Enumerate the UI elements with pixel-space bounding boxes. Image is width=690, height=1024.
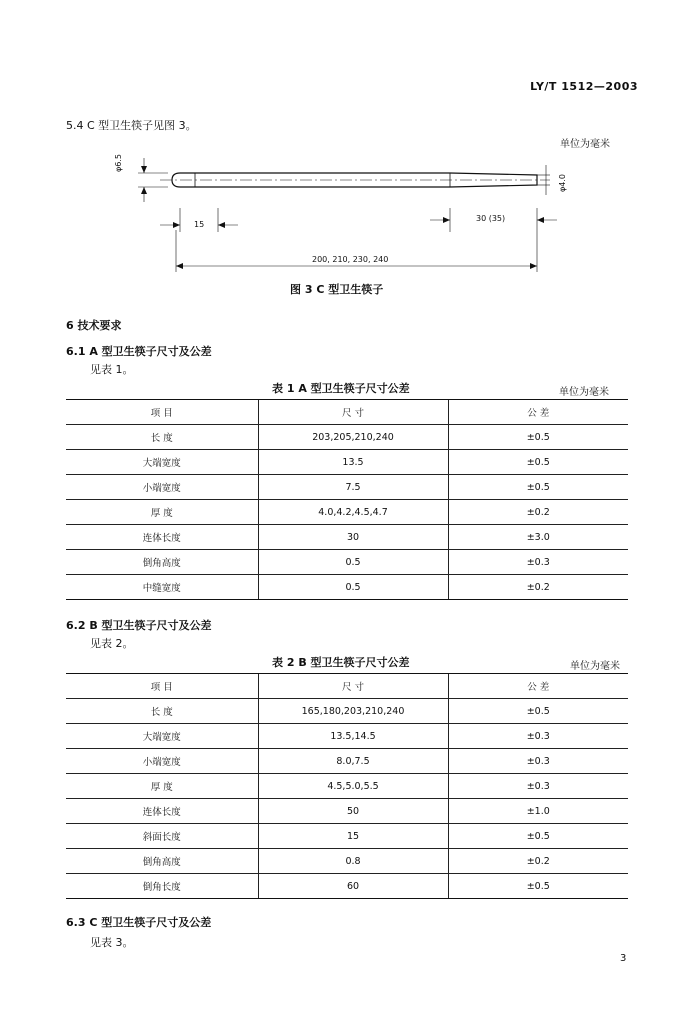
table-cell: 倒角高度 [66,550,258,575]
table-row [66,824,628,849]
table-cell: 大端宽度 [66,724,258,749]
table-cell: 7.5 [258,475,448,500]
dim-total-length: 200, 210, 230, 240 [312,255,389,264]
section-6-1-title: 6.1 A 型卫生筷子尺寸及公差 [66,345,212,358]
header-cell: 项 目 [66,674,258,699]
table-cell: ±0.5 [448,874,628,899]
section-6-title: 6 技术要求 [66,319,122,332]
table-cell: 0.8 [258,849,448,874]
dim-head-length: 15 [194,220,205,229]
table-row [66,849,628,874]
table-cell: 0.5 [258,575,448,600]
section-6-1-ref: 见表 1。 [90,363,134,376]
table-cell: 大端宽度 [66,450,258,475]
table-row [66,575,628,600]
table-cell: ±0.3 [448,550,628,575]
table-cell: ±0.2 [448,575,628,600]
table-cell: 厚 度 [66,500,258,525]
section-6-2-title: 6.2 B 型卫生筷子尺寸及公差 [66,619,212,632]
table-cell: ±0.5 [448,699,628,724]
header-cell: 公 差 [448,674,628,699]
table-cell: 13.5,14.5 [258,724,448,749]
table-cell: 60 [258,874,448,899]
table-row [66,525,628,550]
table-row [66,425,628,450]
table-2-unit: 单位为毫米 [570,661,620,672]
table-cell: 4.0,4.2,4.5,4.7 [258,500,448,525]
figure-unit-label: 单位为毫米 [560,139,610,150]
header-cell: 项 目 [66,400,258,425]
table-cell: 203,205,210,240 [258,425,448,450]
table-cell: ±1.0 [448,799,628,824]
table-cell: 15 [258,824,448,849]
table-cell: 厚 度 [66,774,258,799]
header-cell: 尺 寸 [258,400,448,425]
dim-tip-length: 30 (35) [476,214,506,223]
table-row [66,450,628,475]
standard-number: LY/T 1512—2003 [530,80,638,93]
table-cell: ±0.2 [448,849,628,874]
table-cell: 8.0,7.5 [258,749,448,774]
table-row [66,500,628,525]
table-row [66,799,628,824]
figure-3-caption: 图 3 C 型卫生筷子 [290,283,384,296]
table-cell: 长 度 [66,699,258,724]
table-header-row [66,674,628,699]
table-row [66,774,628,799]
table-1-unit: 单位为毫米 [559,387,609,398]
table-cell: 中缝宽度 [66,575,258,600]
table-cell: 长 度 [66,425,258,450]
table-cell: 13.5 [258,450,448,475]
table-1-caption: 表 1 A 型卫生筷子尺寸公差 [272,382,410,395]
table-row [66,475,628,500]
table-cell: ±0.5 [448,450,628,475]
table-cell: ±0.3 [448,749,628,774]
table-cell: 4.5,5.0,5.5 [258,774,448,799]
table-cell: ±0.5 [448,425,628,450]
table-cell: 0.5 [258,550,448,575]
table-1 [66,399,628,600]
section-5-4-text: 5.4 C 型卫生筷子见图 3。 [66,119,197,132]
dim-left-diameter: φ6.5 [114,154,123,172]
table-row [66,724,628,749]
table-cell: ±0.3 [448,724,628,749]
table-cell: ±0.5 [448,824,628,849]
table-cell: 小端宽度 [66,749,258,774]
table-cell: 50 [258,799,448,824]
dim-right-diameter: φ4.0 [558,174,567,192]
section-6-3-ref: 见表 3。 [90,936,134,949]
section-6-3-title: 6.3 C 型卫生筷子尺寸及公差 [66,916,212,929]
table-row [66,874,628,899]
table-2-caption: 表 2 B 型卫生筷子尺寸公差 [272,656,410,669]
table-cell: ±0.5 [448,475,628,500]
table-cell: 倒角高度 [66,849,258,874]
table-cell: 倒角长度 [66,874,258,899]
table-cell: 连体长度 [66,525,258,550]
table-2 [66,673,628,899]
section-6-2-ref: 见表 2。 [90,637,134,650]
table-cell: ±0.2 [448,500,628,525]
table-header-row [66,400,628,425]
table-cell: 斜面长度 [66,824,258,849]
table-row [66,550,628,575]
table-cell: 连体长度 [66,799,258,824]
header-cell: 公 差 [448,400,628,425]
table-cell: ±3.0 [448,525,628,550]
table-cell: ±0.3 [448,774,628,799]
header-cell: 尺 寸 [258,674,448,699]
table-row [66,699,628,724]
table-cell: 小端宽度 [66,475,258,500]
table-cell: 30 [258,525,448,550]
page-number: 3 [620,953,627,964]
table-row [66,749,628,774]
table-cell: 165,180,203,210,240 [258,699,448,724]
